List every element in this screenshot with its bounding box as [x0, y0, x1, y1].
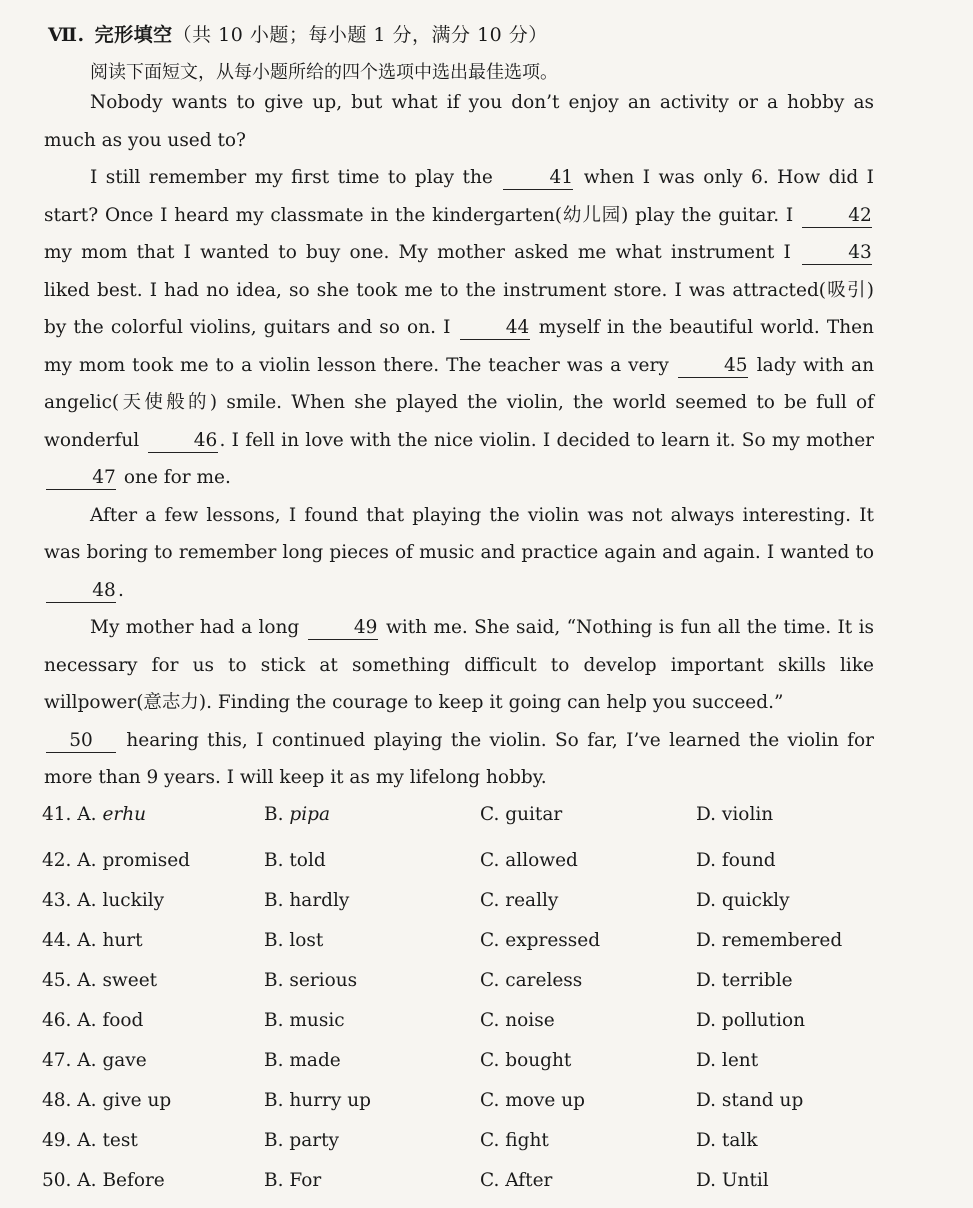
- paragraph-text: I still remember my first time to play the: [90, 167, 493, 188]
- paragraph-text: with me. She said, “Nothing is fun all the time. It is necessary for us to stick at something difficult to develop important skills like willpower(意志力). Finding the courage to keep it going can help you succeed.”: [44, 617, 874, 713]
- question-row-43: [42, 880, 922, 920]
- option-b[interactable]: [264, 1130, 339, 1151]
- paragraph-2: [44, 159, 874, 497]
- option-c[interactable]: C. really: [480, 890, 559, 911]
- option-c[interactable]: C. allowed: [480, 850, 578, 871]
- option-d[interactable]: D. violin: [696, 804, 774, 825]
- option-a[interactable]: [42, 1130, 138, 1151]
- paragraph-text: myself in the beautiful world. Then my mom took me to a violin lesson there. The teacher was a very: [44, 317, 874, 376]
- question-number: 41. A.: [42, 804, 97, 825]
- blank-48[interactable]: 48: [46, 580, 116, 603]
- blank-43[interactable]: 43: [802, 242, 872, 265]
- paragraph-text: After a few lessons, I found that playing the violin was not always interesting. It was boring to remember long pieces of music and practice again and again. I wanted to: [44, 504, 874, 563]
- option-c[interactable]: C. bought: [480, 1050, 572, 1071]
- question-row-45: [42, 960, 922, 1000]
- option-b-text: lost: [289, 930, 324, 951]
- question-row-44: [42, 920, 922, 960]
- option-a-text: luckily: [102, 890, 165, 911]
- option-d[interactable]: D. quickly: [696, 890, 790, 911]
- option-c[interactable]: C. careless: [480, 970, 583, 991]
- option-a[interactable]: [42, 1050, 147, 1071]
- question-row-41: [42, 800, 922, 840]
- paragraph-text: .: [118, 579, 124, 601]
- section-instruction: 阅读下面短文，从每小题所给的四个选项中选出最佳选项。: [90, 62, 558, 83]
- option-b[interactable]: [264, 1050, 341, 1071]
- option-c[interactable]: C. After: [480, 1170, 553, 1191]
- option-a[interactable]: [42, 804, 146, 825]
- question-number: 43. A.: [42, 890, 97, 911]
- option-b[interactable]: [264, 1090, 371, 1111]
- option-b-text: music: [289, 1010, 345, 1031]
- option-b-text: serious: [289, 970, 358, 991]
- section-title: 完形填空: [94, 24, 173, 46]
- option-b-letter: B.: [264, 1090, 284, 1111]
- option-b-letter: B.: [264, 1010, 284, 1031]
- option-a[interactable]: [42, 1090, 171, 1111]
- paragraph-text: lady with an angelic(天使般的) smile. When she played the violin, the world seemed to be full of wonderful: [44, 354, 874, 451]
- option-d[interactable]: D. found: [696, 850, 776, 871]
- paragraph-text: Nobody wants to give up, but what if you don’t enjoy an activity or a hobby as much as you used to?: [44, 92, 874, 151]
- paragraph-1: [44, 84, 874, 159]
- option-a-text: erhu: [102, 804, 147, 825]
- paragraph-text: . I fell in love with the nice violin. I decided to learn it. So my mother: [219, 429, 874, 451]
- blank-44[interactable]: 44: [460, 317, 530, 340]
- option-b-letter: B.: [264, 1130, 284, 1151]
- blank-45[interactable]: 45: [678, 355, 748, 378]
- option-b-text: pipa: [289, 804, 331, 825]
- option-b[interactable]: [264, 850, 326, 871]
- section-scoring: （共 10 小题；每小题 1 分，满分 10 分）: [172, 24, 548, 46]
- question-number: 48. A.: [42, 1090, 97, 1111]
- option-a[interactable]: [42, 890, 164, 911]
- blank-42[interactable]: 42: [802, 205, 872, 228]
- paragraph-4: [44, 609, 874, 722]
- blank-47[interactable]: 47: [46, 467, 116, 490]
- option-a-text: test: [102, 1130, 138, 1151]
- option-b-letter: B.: [264, 890, 284, 911]
- option-a-text: promised: [102, 850, 191, 871]
- option-c[interactable]: C. guitar: [480, 804, 563, 825]
- question-row-42: [42, 840, 922, 880]
- option-b-letter: B.: [264, 930, 284, 951]
- option-a-text: gave: [102, 1050, 147, 1071]
- option-c[interactable]: C. noise: [480, 1010, 555, 1031]
- question-number: 45. A.: [42, 970, 97, 991]
- option-b-letter: B.: [264, 1050, 284, 1071]
- option-b[interactable]: [264, 890, 349, 911]
- option-b[interactable]: [264, 1170, 321, 1191]
- option-d[interactable]: D. stand up: [696, 1090, 804, 1111]
- option-b-letter: B.: [264, 1170, 284, 1191]
- option-d[interactable]: D. talk: [696, 1130, 758, 1151]
- option-b-letter: B.: [264, 850, 284, 871]
- question-number: 46. A.: [42, 1010, 97, 1031]
- option-a-text: hurt: [102, 930, 143, 951]
- paragraph-text: My mother had a long: [90, 617, 300, 638]
- question-number: 44. A.: [42, 930, 97, 951]
- section-heading: [48, 20, 548, 47]
- question-number: 42. A.: [42, 850, 97, 871]
- paragraph-text: liked best. I had no idea, so she took me to the instrument store. I was attracted(吸引) by the colorful violins, guitars and so on. I: [44, 279, 874, 338]
- option-a-text: give up: [102, 1090, 172, 1111]
- option-b-text: hurry up: [289, 1090, 371, 1111]
- question-row-46: [42, 1000, 922, 1040]
- paragraph-5: [44, 722, 874, 797]
- paragraph-text: one for me.: [123, 467, 231, 488]
- option-c[interactable]: C. move up: [480, 1090, 585, 1111]
- option-a-text: sweet: [102, 970, 158, 991]
- option-d[interactable]: D. remembered: [696, 930, 843, 951]
- option-b-text: hardly: [289, 890, 350, 911]
- option-d[interactable]: D. Until: [696, 1170, 769, 1191]
- option-b[interactable]: [264, 970, 357, 991]
- option-a[interactable]: [42, 930, 143, 951]
- option-b-letter: B.: [264, 970, 284, 991]
- cloze-passage: [44, 84, 874, 797]
- option-d[interactable]: D. terrible: [696, 970, 793, 991]
- blank-46[interactable]: 46: [148, 430, 218, 453]
- question-row-47: [42, 1040, 922, 1080]
- option-b-text: made: [289, 1050, 341, 1071]
- question-number: 49. A.: [42, 1130, 97, 1151]
- blank-50[interactable]: 50: [46, 730, 116, 753]
- option-a-text: Before: [102, 1170, 165, 1191]
- paragraph-text: when I was only 6. How did I start? Once I heard my classmate in the kindergarten(幼儿园) play the guitar. I: [44, 167, 874, 226]
- option-a-text: food: [102, 1010, 144, 1031]
- option-b-text: party: [289, 1130, 339, 1151]
- blank-49[interactable]: 49: [308, 617, 378, 640]
- option-b-text: told: [289, 850, 326, 871]
- answer-options: [42, 800, 922, 1200]
- paragraph-3: [44, 497, 874, 610]
- option-b-text: For: [289, 1170, 322, 1191]
- question-number: 50. A.: [42, 1170, 97, 1191]
- option-a[interactable]: [42, 970, 157, 991]
- option-c[interactable]: C. expressed: [480, 930, 601, 951]
- paragraph-text: my mom that I wanted to buy one. My mother asked me what instrument I: [44, 242, 791, 263]
- option-c[interactable]: C. fight: [480, 1130, 549, 1151]
- question-row-48: [42, 1080, 922, 1120]
- option-a[interactable]: [42, 1170, 165, 1191]
- option-b[interactable]: [264, 804, 330, 825]
- option-b[interactable]: [264, 1010, 345, 1031]
- option-a[interactable]: [42, 1010, 143, 1031]
- question-number: 47. A.: [42, 1050, 97, 1071]
- option-a[interactable]: [42, 850, 190, 871]
- question-row-49: [42, 1120, 922, 1160]
- question-row-50: [42, 1160, 922, 1200]
- section-number: Ⅶ.: [48, 24, 85, 46]
- option-d[interactable]: D. lent: [696, 1050, 759, 1071]
- option-b-letter: B.: [264, 804, 284, 825]
- blank-41[interactable]: 41: [503, 167, 573, 190]
- paragraph-text: hearing this, I continued playing the violin. So far, I’ve learned the violin for more than 9 years. I will keep it as my lifelong hobby.: [44, 729, 874, 788]
- option-d[interactable]: D. pollution: [696, 1010, 806, 1031]
- option-b[interactable]: [264, 930, 323, 951]
